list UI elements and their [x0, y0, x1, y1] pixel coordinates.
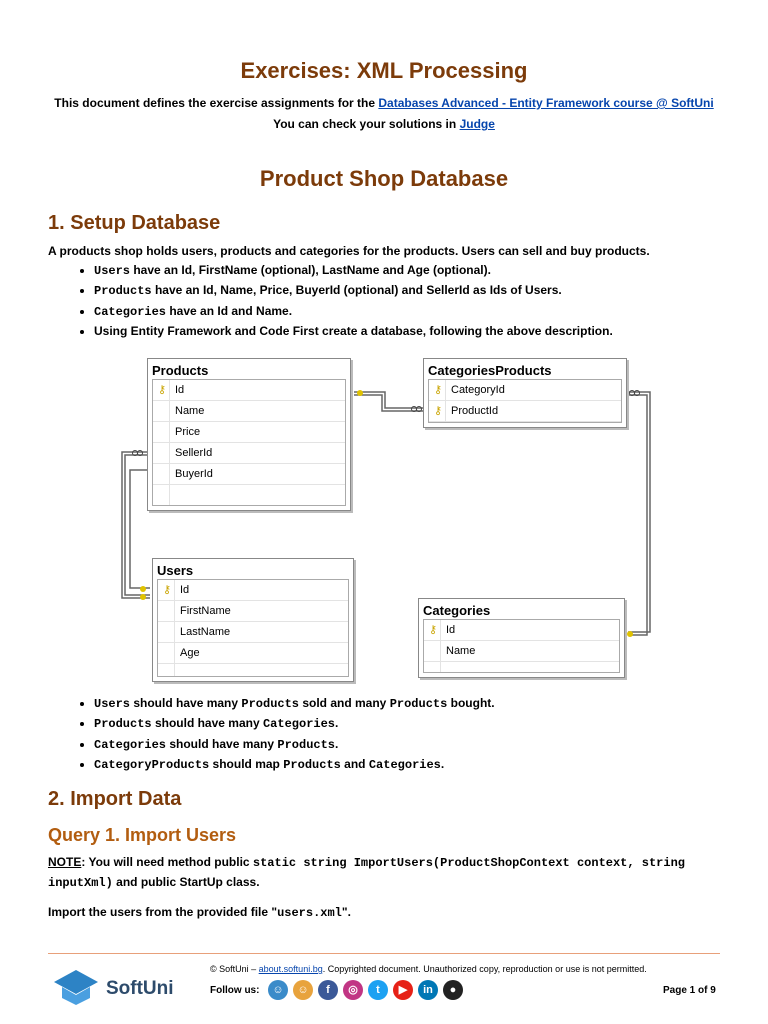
document-title: Exercises: XML Processing	[240, 58, 528, 83]
query-heading: Query 1. Import Users	[48, 825, 237, 845]
table-row: Name	[153, 401, 345, 422]
users-table	[152, 558, 354, 682]
table-row: ⚷ Id	[153, 380, 345, 401]
facebook-icon[interactable]: f	[318, 980, 338, 1000]
intro-prefix: This document defines the exercise assignments for the	[54, 96, 379, 110]
list-item: • Categories should have many Products.	[94, 735, 495, 755]
softuni-logo-text[interactable]: SoftUni	[106, 978, 174, 999]
table-row: Age	[158, 643, 348, 664]
categories-products-table-title: CategoriesProducts	[428, 363, 552, 378]
softuni-icon[interactable]: ☺	[268, 980, 288, 1000]
instagram-icon[interactable]: ◎	[343, 980, 363, 1000]
note-paragraph: NOTE: You will need method public static string ImportUsers(ProductShopContext context, string inputXml) and public StartUp class.	[48, 855, 685, 890]
table-row: Name	[424, 641, 619, 662]
twitter-icon[interactable]: t	[368, 980, 388, 1000]
relations-bullets	[48, 694, 495, 775]
key-icon: ⚷	[429, 624, 438, 636]
list-item: • Categories have an Id and Name.	[94, 302, 613, 322]
key-icon: ⚷	[434, 384, 443, 396]
list-item: • Using Entity Framework and Code First create a database, following the above description.	[94, 322, 613, 341]
key-icon: ⚷	[434, 405, 443, 417]
note-label: NOTE	[48, 855, 82, 869]
key-icon: ⚷	[163, 584, 172, 596]
key-icon: ⚷	[158, 384, 167, 396]
about-link[interactable]: about.softuni.bg	[258, 964, 323, 974]
table-row: FirstName	[158, 601, 348, 622]
table-row: ⚷ Id	[424, 620, 619, 641]
table-row: ⚷ ProductId	[429, 401, 621, 422]
list-item: • Users have an Id, FirstName (optional), LastName and Age (optional).	[94, 261, 613, 281]
footer-divider	[48, 953, 720, 954]
list-item: • CategoryProducts should map Products and Categories.	[94, 755, 495, 775]
categories-table	[418, 598, 625, 678]
table-row: BuyerId	[153, 464, 345, 485]
softuni-logo-icon[interactable]	[52, 966, 100, 1006]
linkedin-icon[interactable]: in	[418, 980, 438, 1000]
judge-link[interactable]: Judge	[459, 117, 495, 131]
list-item: • Users should have many Products sold and many Products bought.	[94, 694, 495, 714]
import-paragraph: Import the users from the provided file "users.xml".	[48, 905, 351, 920]
import-heading: 2. Import Data	[48, 788, 182, 810]
table-row: Price	[153, 422, 345, 443]
categories-table-title: Categories	[423, 603, 491, 618]
section-title: Product Shop Database	[259, 166, 509, 191]
categories-products-table	[423, 358, 627, 428]
page-number: Page 1 of 9	[663, 985, 716, 996]
products-table	[147, 358, 351, 511]
table-row: LastName	[158, 622, 348, 643]
setup-paragraph: A products shop holds users, products and categories for the products. Users can sell and buy products.	[48, 244, 650, 258]
users-table-title: Users	[157, 563, 194, 578]
list-item: • Products have an Id, Name, Price, BuyerId (optional) and SellerId as Ids of Users.	[94, 281, 613, 301]
footer-copyright: © SoftUni – about.softuni.bg. Copyrighted document. Unauthorized copy, reproduction or use is not permitted.	[210, 964, 647, 974]
table-row: SellerId	[153, 443, 345, 464]
setup-heading: 1. Setup Database	[48, 212, 221, 234]
judge-prefix: You can check your solutions in	[273, 117, 460, 131]
youtube-icon[interactable]: ▶	[393, 980, 413, 1000]
follow-us-label: Follow us:	[210, 985, 260, 996]
products-table-title: Products	[152, 363, 209, 378]
course-link[interactable]: Databases Advanced - Entity Framework course @ SoftUni	[378, 96, 714, 110]
softuni-alt-icon[interactable]: ☺	[293, 980, 313, 1000]
table-row: ⚷ Id	[158, 580, 348, 601]
github-icon[interactable]: ●	[443, 980, 463, 1000]
table-row: ⚷ CategoryId	[429, 380, 621, 401]
list-item: • Products should have many Categories.	[94, 714, 495, 734]
